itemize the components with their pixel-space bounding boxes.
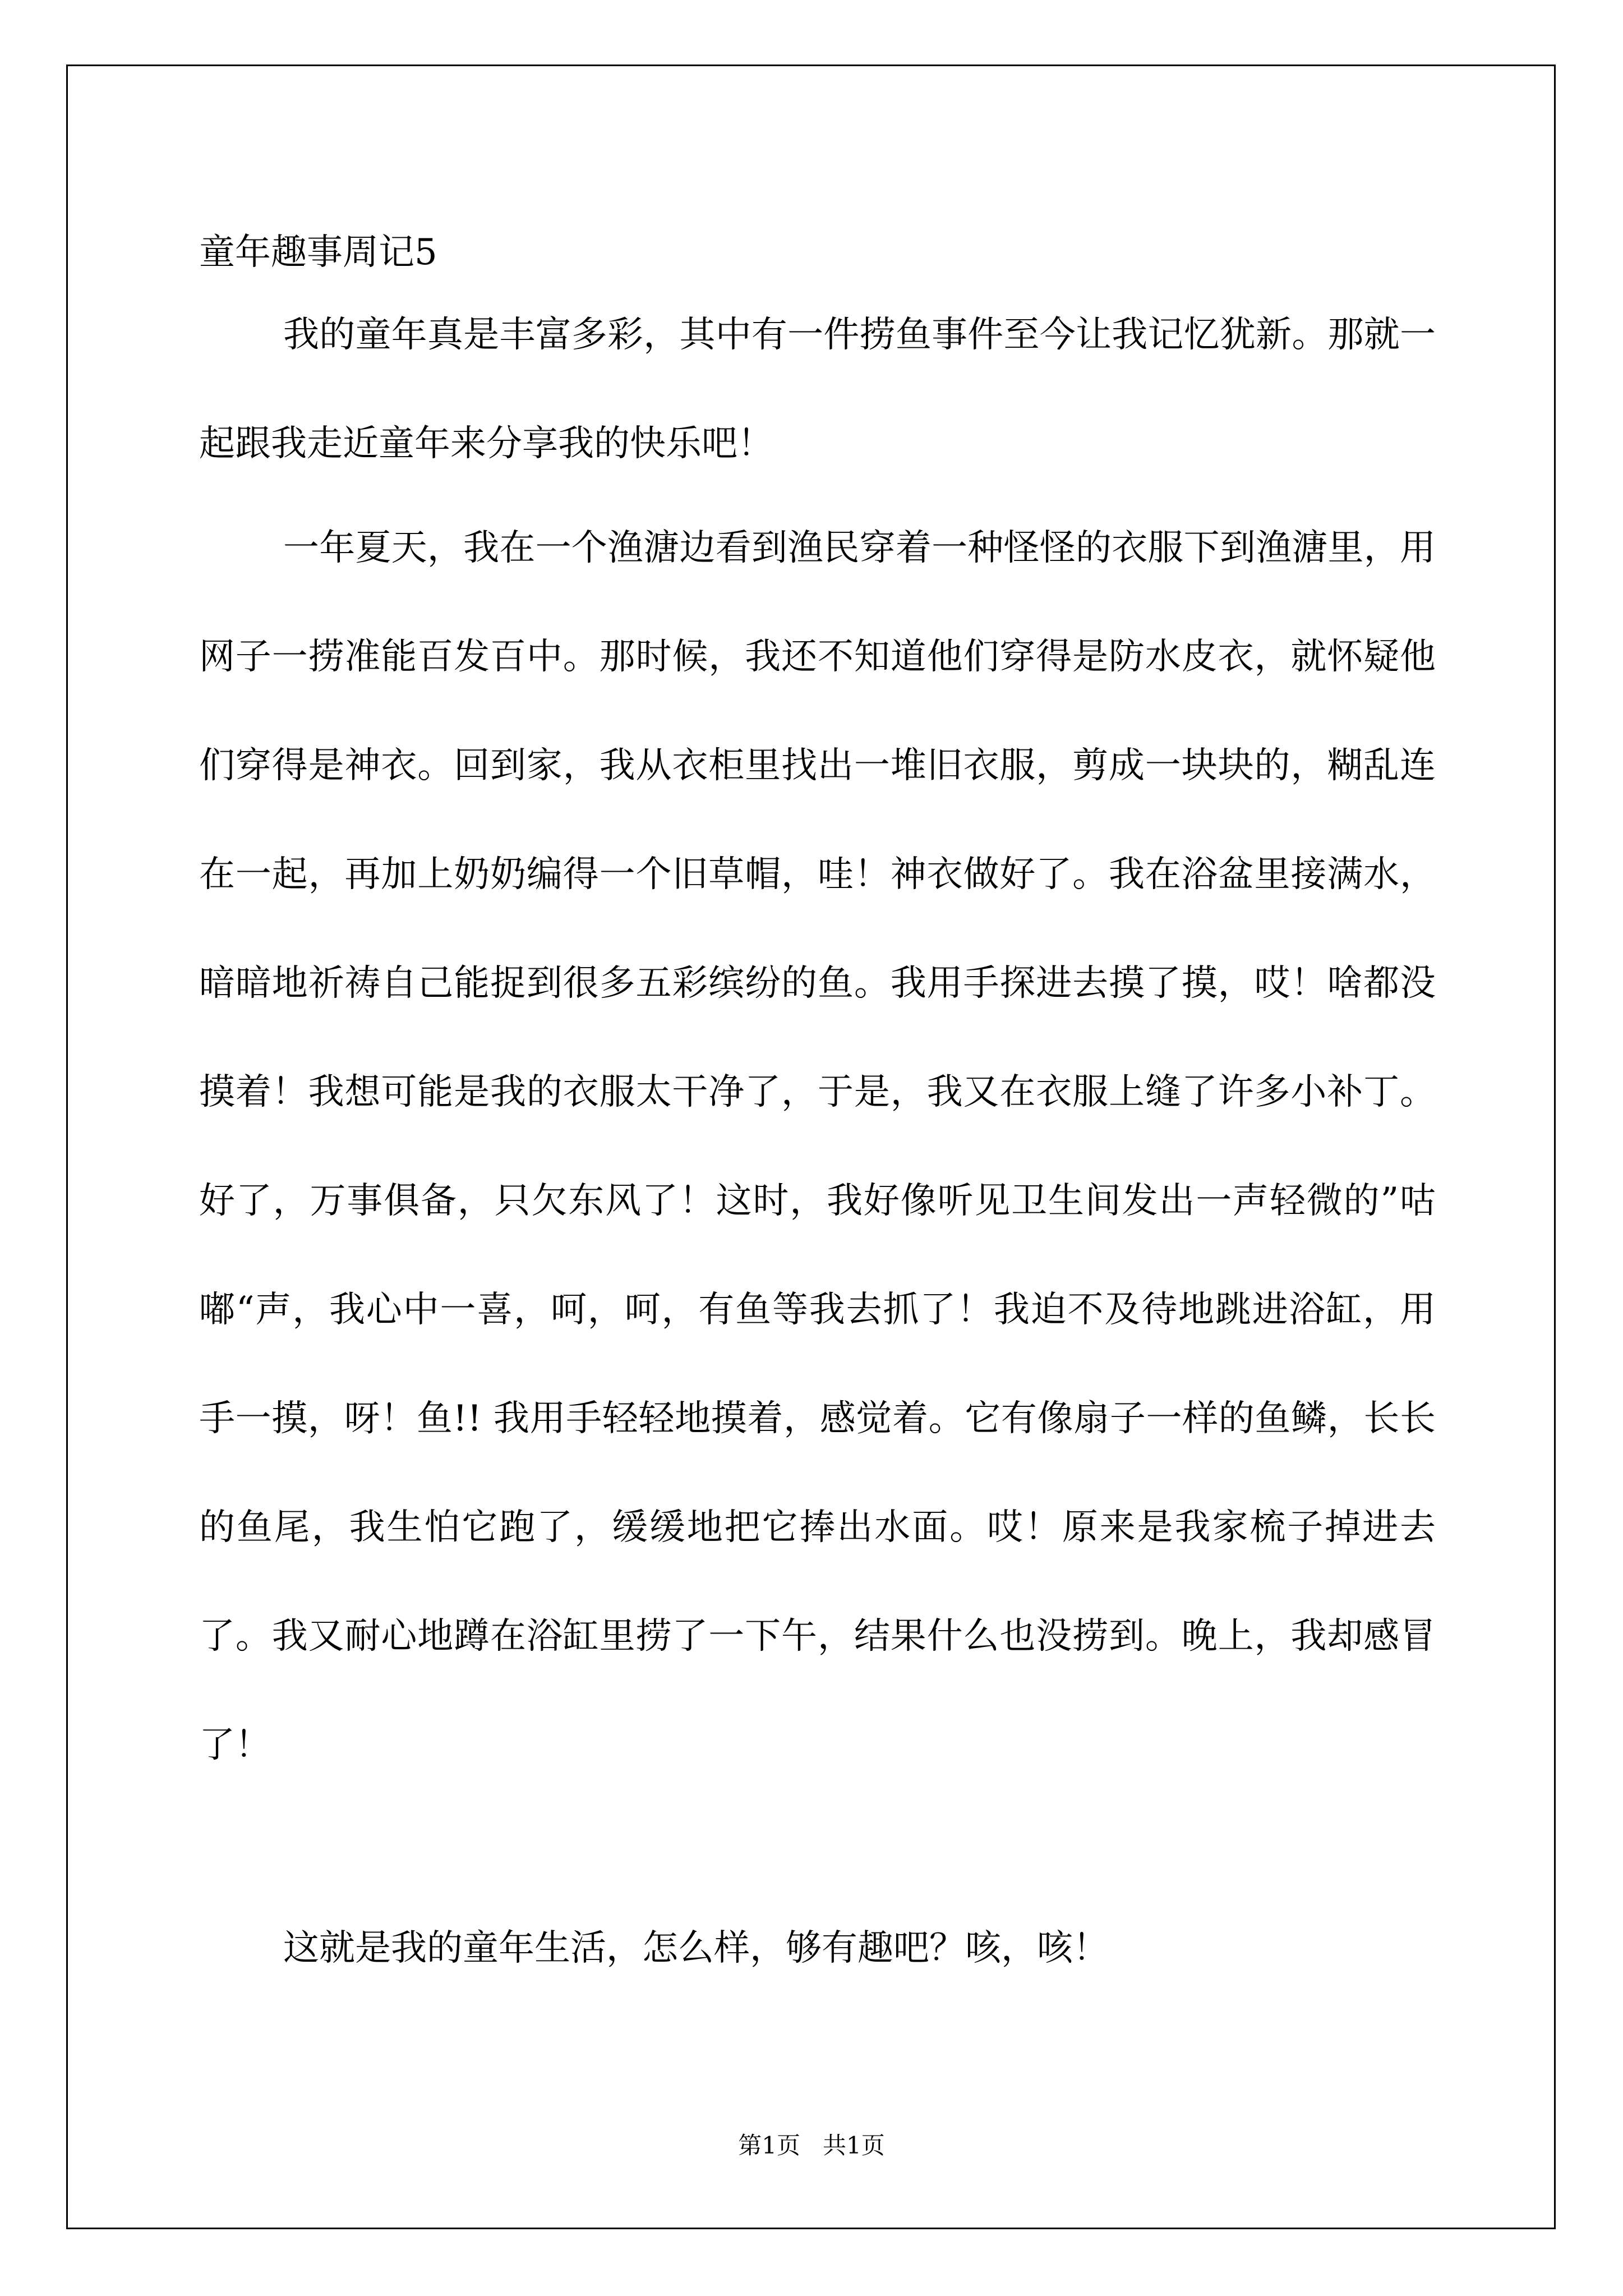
page-footer	[0, 2129, 1623, 2162]
paragraph-intro: 我的童年真是丰富多彩，其中有一件捞鱼事件至今让我记忆犹新。那就一起跟我走近童年来分享我的快乐吧！	[199, 314, 1436, 464]
paragraph-story: 一年夏天，我在一个渔溏边看到渔民穿着一种怪怪的衣服下到渔溏里，用网子一捞准能百发百中。那时候，我还不知道他们穿得是防水皮衣，就怀疑他们穿得是神衣。回到家，我从衣柜里找出一堆旧衣服，剪成一块块的，糊乱连在一起，再加上奶奶编得一个旧草帽，哇！神衣做好了。我在浴盆里接满水，暗暗地祈祷自己能捉到很多五彩缤纷的鱼。我用手探进去摸了摸，哎！啥都没摸着！我想可能是我的衣服太干净了，于是，我又在衣服上缝了许多小补丁。好了，万事俱备，只欠东风了！这时，我好像听见卫生间发出一声轻微的”咕嘟“声，我心中一喜，呵，呵，有鱼等我去抓了！我迫不及待地跳进浴缸，用手一摸，呀！鱼!! 我用手轻轻地摸着，感觉着。它有像扇子一样的鱼鳞，长长的鱼尾，我生怕它跑了，缓缓地把它捧出水面。哎！原来是我家梳子掉进去了。我又耐心地蹲在浴缸里捞了一下午，结果什么也没捞到。晚上，我却感冒了！	[199, 527, 1436, 1766]
page-total: 共1页	[823, 2132, 885, 2159]
document-title: 童年趣事周记5	[199, 232, 437, 273]
paragraph-conclusion: 这就是我的童年生活，怎么样，够有趣吧？咳，咳！	[283, 1927, 1109, 1969]
page-number: 第1页	[738, 2132, 800, 2159]
